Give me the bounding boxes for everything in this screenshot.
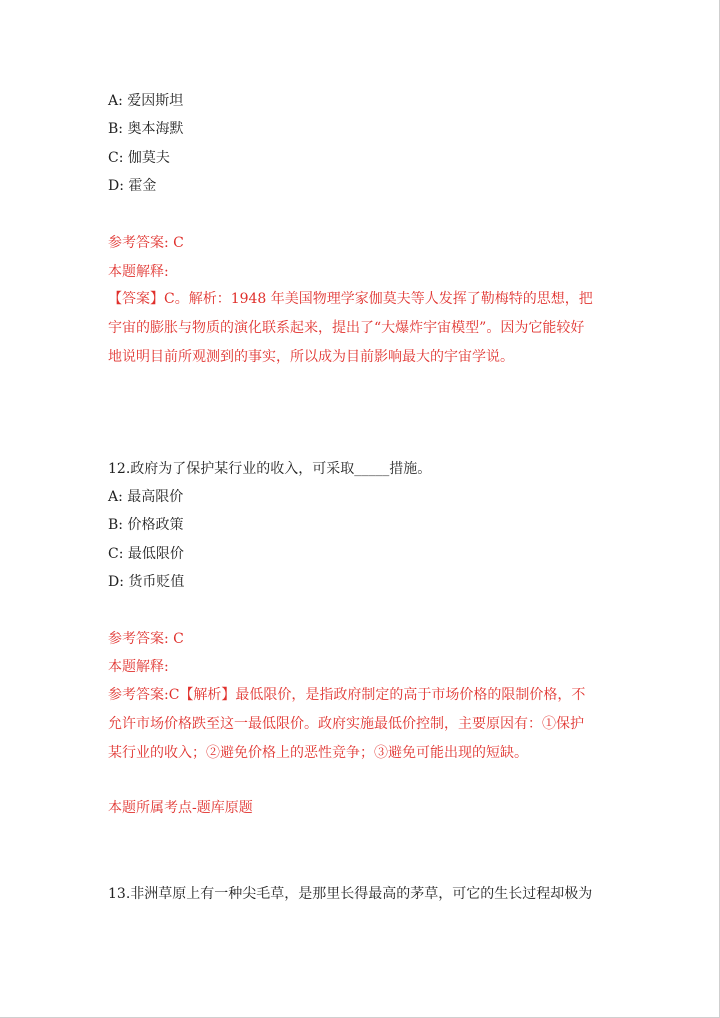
q12-explanation [108,681,608,768]
q11-option-b: B: 奥本海默 [108,121,184,137]
q11-explanation [108,285,608,372]
q12-question: 12.政府为了保护某行业的收入，可采取_____措施。 [108,461,432,477]
q11-explanation-line: 地说明目前所观测到的事实，所以成为目前影响最大的宇宙学说。 [108,349,514,365]
q12-option-d: D: 货币贬值 [108,574,185,590]
q12-option-a: A: 最高限价 [108,489,184,505]
q13-question: 13.非洲草原上有一种尖毛草，是那里长得最高的茅草，可它的生长过程却极为 [108,886,593,902]
q12-explanation-line: 参考答案:C【解析】最低限价，是指政府制定的高于市场价格的限制价格，不 [108,687,586,703]
q11-explanation-line: 宇宙的膨胀与物质的演化联系起来，提出了“大爆炸宇宙模型”。因为它能较好 [108,320,585,336]
q12-explain-label: 本题解释: [108,659,169,675]
q12-answer: 参考答案: C [108,631,184,647]
q11-explain-label: 本题解释: [108,264,169,280]
q11-option-c: C: 伽莫夫 [108,150,170,166]
q11-option-a: A: 爱因斯坦 [108,93,184,109]
q12-explanation-line: 允许市场价格跌至这一最低限价。政府实施最低价控制，主要原因有：①保护 [108,716,584,732]
q11-option-d: D: 霍金 [108,178,157,194]
q12-option-c: C: 最低限价 [108,546,184,562]
q12-source: 本题所属考点-题库原题 [108,800,253,816]
q12-option-b: B: 价格政策 [108,517,184,533]
q11-explanation-line: 【答案】C。解析：1948 年美国物理学家伽莫夫等人发挥了勒梅特的思想，把 [108,291,593,307]
q11-answer: 参考答案: C [108,235,184,251]
q12-explanation-line: 某行业的收入；②避免价格上的恶性竞争；③避免可能出现的短缺。 [108,745,528,761]
